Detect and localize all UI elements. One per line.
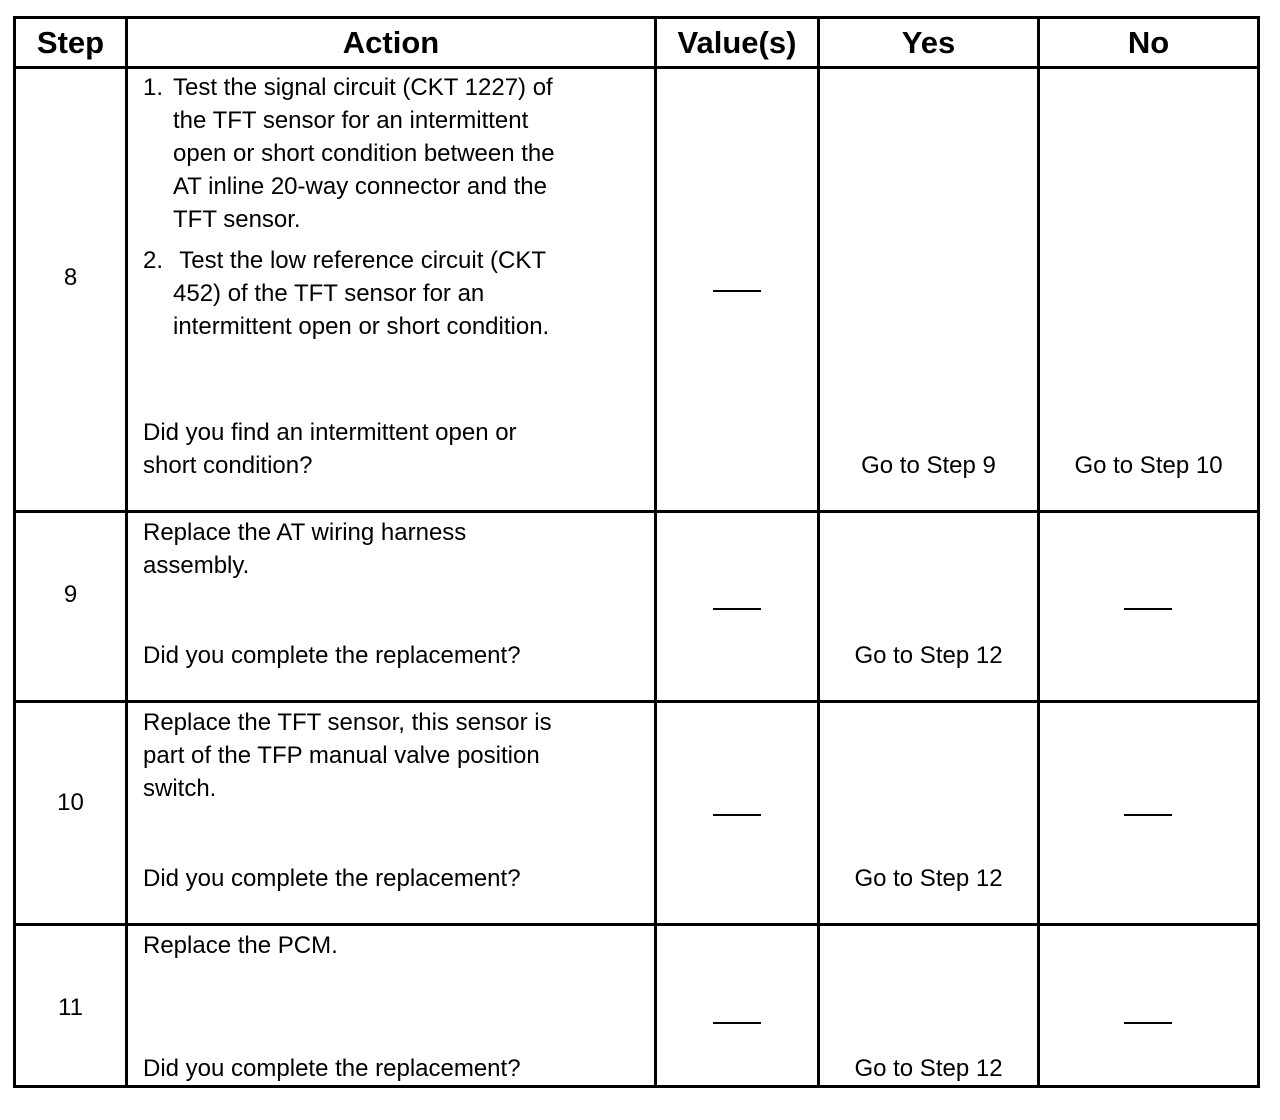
action-list-number: 1.	[143, 74, 164, 101]
action-list-number: 2.	[143, 247, 164, 274]
row-divider	[16, 66, 1257, 69]
step-number: 9	[63, 581, 78, 608]
action-text-line: part of the TFP manual valve position	[143, 742, 540, 769]
yes-outcome: Go to Step 12	[854, 1055, 1003, 1082]
yes-outcome: Go to Step 12	[854, 642, 1003, 669]
action-text-line: Replace the PCM.	[143, 932, 338, 959]
header-yes: Yes	[901, 24, 956, 60]
value-dash	[713, 608, 761, 610]
header-no: No	[1127, 24, 1170, 60]
row-divider	[16, 923, 1257, 926]
row-divider	[16, 700, 1257, 703]
action-text-line: Test the low reference circuit (CKT	[173, 247, 547, 274]
step-number: 11	[58, 994, 83, 1021]
action-text-line: 452) of the TFT sensor for an	[173, 280, 485, 307]
question-text-line: Did you find an intermittent open or	[143, 419, 517, 446]
question-text-line: short condition?	[143, 452, 313, 479]
action-text-line: Replace the AT wiring harness	[143, 519, 467, 546]
value-dash	[713, 1022, 761, 1024]
no-outcome-dash	[1124, 814, 1172, 816]
question-text-line: Did you complete the replacement?	[143, 1055, 521, 1082]
yes-outcome: Go to Step 9	[861, 452, 996, 479]
value-dash	[713, 814, 761, 816]
no-outcome-dash	[1124, 608, 1172, 610]
no-outcome: Go to Step 10	[1074, 452, 1223, 479]
action-text-line: assembly.	[143, 552, 250, 579]
header-values: Value(s)	[677, 24, 797, 60]
step-number: 8	[63, 264, 78, 291]
row-divider	[16, 510, 1257, 513]
action-text-line: open or short condition between the	[173, 140, 555, 167]
header-step: Step	[36, 24, 105, 60]
action-text-line: intermittent open or short condition.	[173, 313, 550, 340]
yes-outcome: Go to Step 12	[854, 865, 1003, 892]
action-text-line: TFT sensor.	[173, 206, 301, 233]
action-text-line: the TFT sensor for an intermittent	[173, 107, 529, 134]
question-text-line: Did you complete the replacement?	[143, 865, 521, 892]
no-outcome-dash	[1124, 1022, 1172, 1024]
header-action: Action	[342, 24, 440, 60]
diagnostic-table	[13, 16, 1260, 1088]
question-text-line: Did you complete the replacement?	[143, 642, 521, 669]
step-number: 10	[57, 789, 84, 816]
action-text-line: Test the signal circuit (CKT 1227) of	[173, 74, 553, 101]
value-dash	[713, 290, 761, 292]
action-text-line: AT inline 20-way connector and the	[173, 173, 548, 200]
action-text-line: Replace the TFT sensor, this sensor is	[143, 709, 552, 736]
action-text-line: switch.	[143, 775, 217, 802]
